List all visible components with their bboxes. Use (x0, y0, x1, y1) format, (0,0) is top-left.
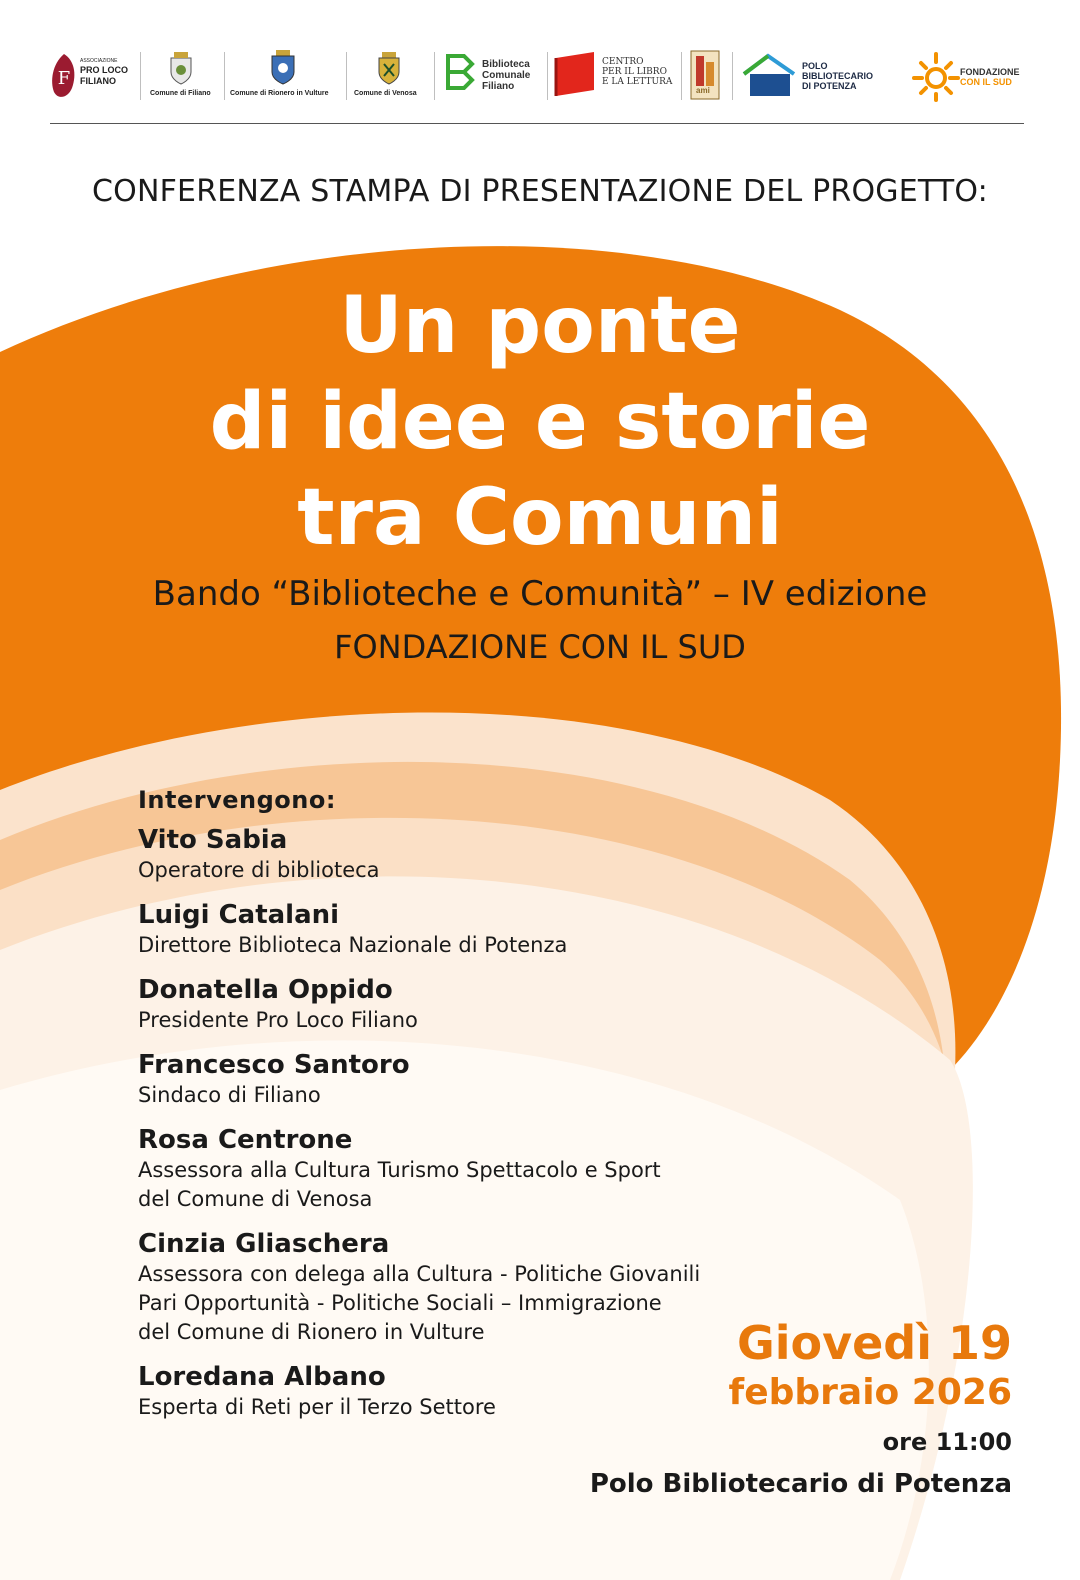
speaker-role: Presidente Pro Loco Filiano (138, 1008, 418, 1032)
speaker-item (138, 899, 758, 960)
speaker-name: Loredana Albano (138, 1362, 386, 1392)
fondazione-sud-logo (912, 46, 1024, 108)
polo-bibliotecario-logo (740, 46, 880, 108)
polo-house-icon (740, 52, 798, 98)
fondazione-line1: FONDAZIONE (960, 67, 1020, 77)
speaker-role: Direttore Biblioteca Nazionale di Potenza (138, 933, 568, 957)
speaker-name: Cinzia Gliaschera (138, 1229, 390, 1259)
filiano-caption: Comune di Filiano (150, 90, 211, 97)
speaker-name: Vito Sabia (138, 825, 288, 855)
fondazione-line2: CON IL SUD (960, 77, 1012, 87)
title-line-3: tra Comuni (297, 473, 783, 563)
speaker-item (138, 1124, 758, 1214)
header-rule (50, 123, 1024, 124)
logo-separator (224, 52, 225, 100)
speaker-item (138, 824, 758, 885)
biblioteca-logo (444, 46, 544, 108)
speaker-role: Assessora alla Cultura Turismo Spettacolo e Sport del Comune di Venosa (138, 1158, 661, 1211)
logo-separator (434, 52, 435, 100)
comune-filiano-logo (146, 46, 218, 108)
speaker-role: Sindaco di Filiano (138, 1083, 321, 1107)
speaker-role: Esperta di Reti per il Terzo Settore (138, 1395, 496, 1419)
pro-loco-small: ASSOCIAZIONE (80, 58, 118, 64)
venosa-caption: Comune di Venosa (354, 90, 417, 97)
comune-rionero-logo (228, 46, 342, 108)
biblioteca-mark-icon (444, 52, 478, 100)
speaker-name: Rosa Centrone (138, 1125, 353, 1155)
event-place: Polo Bibliotecario di Potenza (589, 1469, 1012, 1499)
biblioteca-line3: Filiano (482, 81, 515, 92)
speakers-heading: Intervengono: (138, 786, 336, 814)
pro-loco-logo (48, 46, 136, 108)
pro-loco-line2: FILIANO (80, 76, 116, 86)
biblioteca-line2: Comunale (482, 70, 531, 81)
event-details (590, 1316, 1012, 1504)
centro-line1: CENTRO (602, 57, 644, 67)
venosa-crest-icon (374, 50, 404, 86)
call-subtitle: Bando “Biblioteche e Comunità” – IV edizione (152, 574, 928, 614)
logo-separator (681, 52, 682, 100)
speaker-role: Operatore di biblioteca (138, 858, 380, 882)
ami-logo (688, 46, 728, 108)
polo-line1: POLO (802, 61, 828, 71)
svg-text:F: F (57, 68, 71, 89)
centro-line3: E LA LETTURA (602, 77, 673, 87)
speaker-name: Donatella Oppido (138, 975, 393, 1005)
logo-separator (140, 52, 141, 100)
foundation-subtitle: FONDAZIONE CON IL SUD (334, 628, 746, 666)
speaker-name: Luigi Catalani (138, 900, 340, 930)
centro-libro-logo (552, 46, 678, 108)
event-day: Giovedì 19 (736, 1316, 1012, 1370)
logo-separator (547, 52, 548, 100)
centro-line2: PER IL LIBRO (602, 67, 667, 77)
rionero-crest-icon (268, 48, 298, 86)
ami-caption: ami (696, 86, 710, 95)
polo-line2: BIBLIOTECARIO (802, 71, 873, 81)
filiano-crest-icon (166, 50, 196, 86)
comune-venosa-logo (350, 46, 430, 108)
kicker-text: CONFERENZA STAMPA DI PRESENTAZIONE DEL PROGETTO: (92, 174, 988, 209)
logo-strip (48, 46, 1024, 108)
logo-separator (732, 52, 733, 100)
event-month: febbraio 2026 (728, 1372, 1012, 1413)
pro-loco-mark-icon (50, 52, 78, 102)
speaker-item (138, 974, 758, 1035)
poster-title (0, 278, 1080, 566)
logo-separator (346, 52, 347, 100)
biblioteca-line1: Biblioteca (482, 59, 530, 70)
title-line-1: Un ponte (339, 281, 741, 371)
title-line-2: di idee e storie (209, 377, 871, 467)
speaker-item (138, 1049, 758, 1110)
sun-icon (912, 50, 960, 102)
speaker-role: Assessora con delega alla Cultura - Politiche Giovanili Pari Opportunità - Politiche Sociali – Immigrazione del Comune di Rionero in Vulture (138, 1262, 701, 1344)
centro-libro-book-icon (554, 50, 598, 98)
rionero-caption: Comune di Rionero in Vulture (230, 90, 329, 97)
pro-loco-line1: PRO LOCO (80, 65, 129, 75)
event-time: ore 11:00 (882, 1428, 1012, 1456)
speaker-name: Francesco Santoro (138, 1050, 410, 1080)
polo-line3: DI POTENZA (802, 81, 857, 91)
